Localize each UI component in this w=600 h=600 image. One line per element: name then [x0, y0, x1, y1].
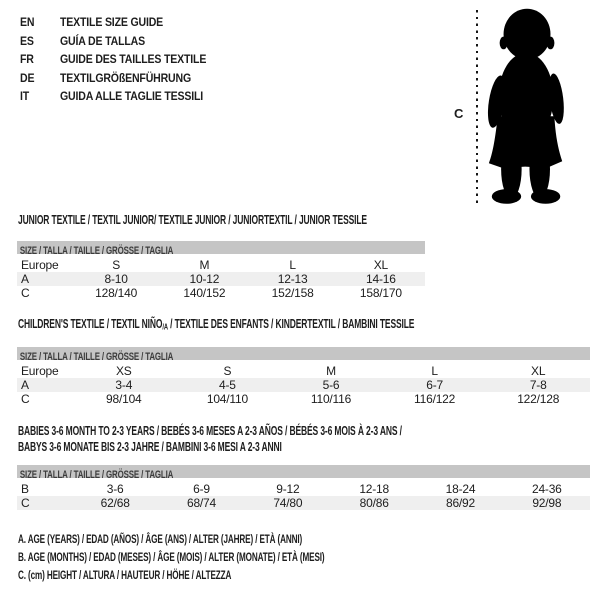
height-label: C	[454, 106, 464, 121]
language-code-text: ES	[20, 33, 34, 48]
row-label: C	[21, 286, 30, 300]
size-cell: 14-16	[366, 272, 396, 286]
table-row	[17, 272, 425, 286]
size-cell: 140/152	[183, 286, 226, 300]
footnote-line	[18, 532, 469, 550]
footnote-text: A. AGE (YEARS) / EDAD (AÑOS) / ÂGE (ANS) / ALTER (JAHRE) / ETÀ (ANNI)	[18, 532, 303, 546]
section-title-part: CHILDREN'S TEXTILE / TEXTIL NIÑO	[18, 317, 163, 331]
size-cell: 4-5	[219, 378, 236, 392]
table-row	[17, 496, 590, 510]
size-cell: 3-4	[115, 378, 133, 392]
footnotes	[18, 532, 469, 585]
size-cell: 5-6	[322, 378, 340, 392]
baby-silhouette	[484, 6, 572, 208]
size-cell: 24-36	[531, 481, 562, 496]
size-cell: XL	[373, 257, 389, 272]
size-cell: 7-8	[529, 378, 547, 392]
section-babies-textile	[17, 424, 590, 514]
section-title-text	[18, 424, 402, 455]
size-cell: 128/140	[95, 286, 138, 300]
table-row	[17, 392, 590, 406]
footnote-text: C. (cm) HEIGHT / ALTURA / HAUTEUR / HÖHE / ALTEZZA	[18, 567, 232, 582]
section-title-part: JUNIOR TEXTILE / TEXTIL JUNIOR/ TEXTILE JUNIOR / JUNIORTEXTIL / JUNIOR TESSILE	[18, 213, 367, 227]
language-row	[20, 32, 226, 51]
size-cell: 116/122	[414, 392, 456, 406]
row-label: Europe	[21, 363, 59, 378]
size-cell: M	[199, 257, 210, 272]
table-row	[17, 254, 425, 272]
size-cell: 74/80	[273, 496, 303, 510]
section-title-part: BABIES 3-6 MONTH TO 2-3 YEARS / BEBÉS 3-6 MESES A 2-3 AÑOS / BÉBÉS 3-6 MOIS À 2-3 ANS /	[18, 424, 402, 438]
size-cell: S	[112, 257, 121, 272]
language-title: TEXTILGRÖßENFÜHRUNG	[60, 70, 192, 85]
size-cell: 110/116	[310, 392, 352, 406]
language-code-text: IT	[20, 89, 30, 104]
language-guide	[20, 13, 226, 106]
row-label: Europe	[21, 257, 59, 272]
section-title-text	[18, 213, 367, 229]
row-label: C	[21, 392, 30, 406]
section-title	[18, 424, 582, 455]
size-table	[17, 254, 425, 300]
size-cell: 98/104	[106, 392, 142, 406]
language-code-text: EN	[20, 15, 35, 30]
section-title	[18, 317, 600, 335]
section-junior-textile	[17, 213, 425, 305]
size-cell: L	[289, 257, 296, 272]
size-cell: 86/92	[445, 496, 475, 510]
language-title: GUIDA ALLE TAGLIE TESSILI	[60, 89, 204, 104]
size-cell: M	[326, 363, 336, 378]
size-cell: 6-9	[193, 481, 210, 496]
table-row	[17, 286, 425, 300]
footnote-line	[18, 550, 469, 568]
size-cell: 6-7	[426, 378, 443, 392]
section-title-text	[18, 317, 414, 335]
size-header-label: SIZE / TALLA / TAILLE / GRÖSSE / TAGLIA	[19, 245, 174, 257]
table-row	[17, 378, 590, 392]
height-measure-line	[476, 10, 478, 206]
language-code	[20, 15, 60, 29]
language-row	[20, 69, 226, 88]
section-title-subscript: /A	[162, 321, 168, 332]
size-cell: XL	[531, 363, 546, 378]
section-childrens-textile	[17, 317, 590, 409]
size-cell: 152/158	[271, 286, 314, 300]
size-cell: 68/74	[186, 496, 216, 510]
language-title: TEXTILE SIZE GUIDE	[60, 15, 164, 30]
row-label: C	[21, 496, 30, 510]
footnote-line	[18, 568, 469, 586]
size-table	[17, 478, 590, 510]
section-title-part: / TEXTILE DES ENFANTS / KINDERTEXTIL / BAMBINI TESSILE	[167, 317, 415, 331]
size-header-bar	[17, 241, 425, 257]
size-header-label: SIZE / TALLA / TAILLE / GRÖSSE / TAGLIA	[19, 351, 174, 363]
size-cell: L	[431, 363, 438, 378]
size-header-label: SIZE / TALLA / TAILLE / GRÖSSE / TAGLIA	[19, 469, 174, 481]
row-label: A	[21, 272, 29, 286]
size-cell: S	[223, 363, 232, 378]
size-cell: 9-12	[276, 481, 300, 496]
language-title: GUIDE DES TAILLES TEXTILE	[60, 52, 207, 67]
size-header-bar	[17, 465, 590, 481]
language-row	[20, 13, 226, 32]
size-cell: 92/98	[532, 496, 562, 510]
size-header-bar	[17, 347, 590, 363]
footnote-text: B. AGE (MONTHS) / EDAD (MESES) / ÂGE (MOIS) / ALTER (MONATE) / ETÀ (MESI)	[18, 549, 325, 564]
size-cell: 12-18	[359, 481, 390, 496]
size-cell: 3-6	[106, 481, 124, 496]
row-label: A	[21, 378, 29, 392]
size-cell: 122/128	[517, 392, 560, 406]
row-label: B	[21, 481, 29, 496]
size-cell: 12-13	[277, 272, 308, 286]
size-cell: 104/110	[206, 392, 248, 406]
size-cell: 18-24	[445, 481, 476, 496]
language-code	[20, 52, 60, 66]
size-cell: 8-10	[104, 272, 128, 286]
language-code	[20, 71, 60, 85]
language-code	[20, 34, 60, 48]
size-cell: 158/170	[359, 286, 402, 300]
size-cell: 80/86	[359, 496, 389, 510]
size-table	[17, 360, 590, 406]
table-row	[17, 360, 590, 378]
size-cell: 10-12	[189, 272, 220, 286]
language-code-text: DE	[20, 70, 35, 85]
section-title	[18, 213, 531, 229]
language-row	[20, 50, 226, 69]
language-row	[20, 87, 226, 106]
language-title: GUÍA DE TALLAS	[60, 33, 145, 48]
language-code-text: FR	[20, 52, 34, 67]
section-title-part: BABYS 3-6 MONATE BIS 2-3 JAHRE / BAMBINI 3-6 MESI A 2-3 ANNI	[18, 439, 282, 454]
size-cell: XS	[115, 363, 132, 378]
table-row	[17, 478, 590, 496]
language-code	[20, 89, 60, 103]
size-cell: 62/68	[100, 496, 130, 510]
